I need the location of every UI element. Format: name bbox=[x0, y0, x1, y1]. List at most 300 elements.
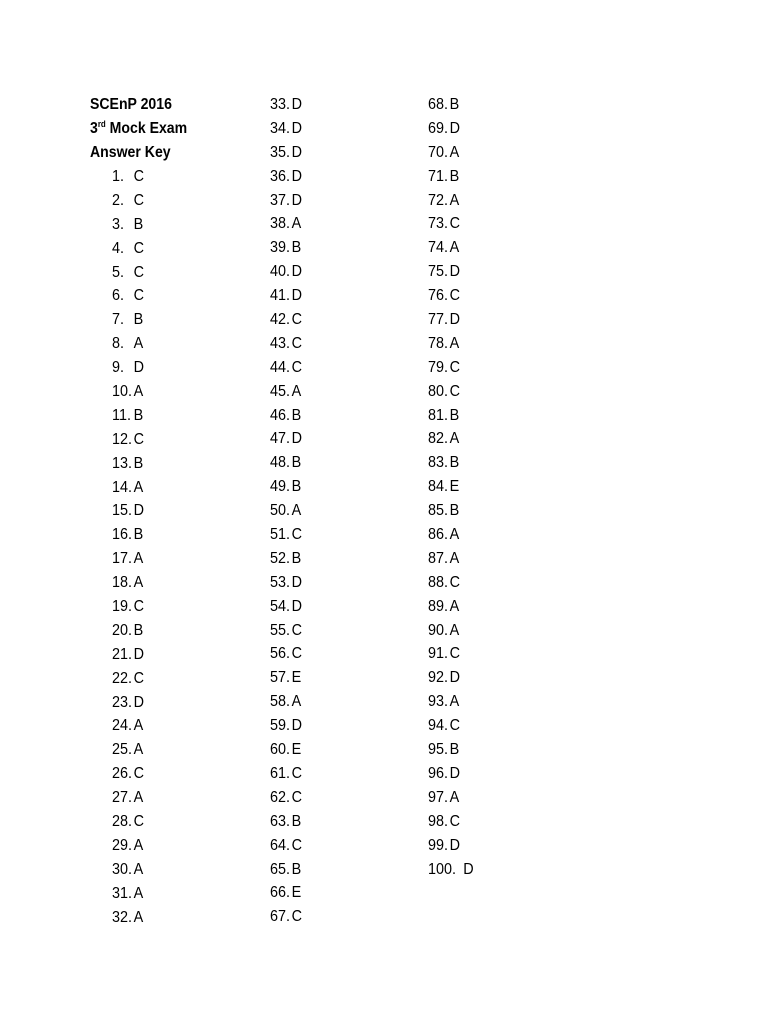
answer-letter: D bbox=[449, 311, 461, 329]
question-number: 66. bbox=[270, 884, 291, 902]
answer-letter: C bbox=[133, 669, 145, 687]
answer-letter: A bbox=[133, 478, 144, 496]
question-number: 99. bbox=[428, 836, 449, 854]
answer-row bbox=[270, 308, 302, 332]
question-number: 81. bbox=[428, 406, 449, 424]
answer-row bbox=[112, 213, 144, 237]
answer-letter: C bbox=[291, 334, 303, 352]
question-number: 32. bbox=[112, 908, 133, 926]
answer-row bbox=[428, 141, 474, 165]
answer-letter: A bbox=[449, 621, 460, 639]
answer-letter: B bbox=[133, 621, 144, 639]
answer-row bbox=[112, 714, 144, 738]
answer-letter: A bbox=[133, 860, 144, 878]
answer-letter: D bbox=[449, 119, 461, 137]
answer-letter: B bbox=[291, 239, 302, 257]
answer-row bbox=[428, 858, 474, 882]
question-number: 48. bbox=[270, 454, 291, 472]
question-number: 67. bbox=[270, 908, 291, 926]
answer-letter: A bbox=[449, 239, 460, 257]
answer-row bbox=[270, 332, 302, 356]
question-number: 26. bbox=[112, 765, 133, 783]
answer-letter: D bbox=[463, 860, 474, 878]
answer-letter: B bbox=[291, 549, 302, 567]
question-number: 96. bbox=[428, 764, 449, 782]
answer-row bbox=[112, 547, 144, 571]
question-number: 39. bbox=[270, 239, 291, 257]
answer-row bbox=[428, 236, 474, 260]
answer-letter: B bbox=[449, 167, 460, 185]
question-number: 5. bbox=[112, 263, 125, 281]
question-number: 83. bbox=[428, 454, 449, 472]
answer-row bbox=[112, 906, 144, 930]
answer-letter: C bbox=[133, 287, 145, 305]
answer-letter: C bbox=[449, 358, 461, 376]
answer-letter: C bbox=[133, 191, 145, 209]
question-number: 98. bbox=[428, 812, 449, 830]
answer-letter: C bbox=[133, 168, 145, 185]
question-number: 19. bbox=[112, 598, 133, 616]
question-number: 88. bbox=[428, 573, 449, 591]
answer-row bbox=[112, 308, 144, 332]
answer-letter: D bbox=[291, 287, 303, 305]
question-number: 92. bbox=[428, 669, 449, 687]
answer-letter: D bbox=[449, 764, 461, 782]
question-number: 84. bbox=[428, 478, 449, 496]
question-number: 16. bbox=[112, 526, 133, 544]
answer-row bbox=[428, 332, 474, 356]
question-number: 44. bbox=[270, 358, 291, 376]
question-number: 85. bbox=[428, 502, 449, 520]
question-number: 4. bbox=[112, 239, 125, 257]
answer-row bbox=[428, 475, 474, 499]
answer-letter: B bbox=[133, 454, 144, 472]
answer-letter: A bbox=[449, 191, 460, 209]
question-number: 6. bbox=[112, 287, 125, 305]
answer-letter: C bbox=[291, 788, 303, 806]
answer-letter: A bbox=[449, 549, 460, 567]
answer-letter: C bbox=[291, 836, 303, 854]
answer-row bbox=[270, 93, 302, 117]
question-number: 29. bbox=[112, 836, 133, 854]
question-number: 35. bbox=[270, 143, 291, 161]
question-number: 56. bbox=[270, 645, 291, 663]
answer-row bbox=[112, 523, 144, 547]
question-number: 89. bbox=[428, 597, 449, 615]
exam-number: 3 bbox=[90, 120, 98, 137]
question-number: 57. bbox=[270, 669, 291, 687]
answer-row bbox=[112, 738, 144, 762]
answer-letter: A bbox=[133, 717, 144, 735]
answer-letter: A bbox=[133, 383, 144, 401]
question-number: 30. bbox=[112, 860, 133, 878]
question-number: 22. bbox=[112, 669, 133, 687]
question-number: 62. bbox=[270, 788, 291, 806]
answer-letter: B bbox=[449, 96, 460, 113]
answer-row bbox=[428, 404, 474, 428]
question-number: 93. bbox=[428, 693, 449, 711]
answer-letter: C bbox=[133, 813, 145, 831]
answer-row bbox=[428, 642, 474, 666]
answer-letter: C bbox=[449, 573, 461, 591]
answer-letter: A bbox=[449, 430, 460, 448]
answer-row bbox=[270, 499, 302, 523]
answer-row bbox=[428, 714, 474, 738]
question-number: 75. bbox=[428, 263, 449, 281]
answer-letter: B bbox=[449, 502, 460, 520]
question-number: 9. bbox=[112, 359, 125, 377]
answer-letter: A bbox=[449, 334, 460, 352]
answer-row bbox=[428, 523, 474, 547]
answer-row bbox=[428, 666, 474, 690]
question-number: 78. bbox=[428, 334, 449, 352]
question-number: 58. bbox=[270, 693, 291, 711]
answer-row bbox=[112, 165, 144, 189]
question-number: 43. bbox=[270, 334, 291, 352]
answer-letter: D bbox=[133, 693, 145, 711]
question-number: 97. bbox=[428, 788, 449, 806]
answer-letter: C bbox=[133, 765, 145, 783]
answer-row bbox=[112, 284, 144, 308]
answer-row bbox=[112, 452, 144, 476]
question-number: 33. bbox=[270, 96, 291, 113]
question-number: 28. bbox=[112, 813, 133, 831]
answer-letter: A bbox=[133, 335, 144, 353]
answer-letter: D bbox=[449, 669, 461, 687]
question-number: 11. bbox=[112, 406, 131, 424]
answer-letter: D bbox=[291, 573, 303, 591]
question-number: 13. bbox=[112, 454, 133, 472]
answer-letter: A bbox=[449, 693, 460, 711]
answer-row bbox=[112, 595, 144, 619]
question-number: 17. bbox=[112, 550, 133, 568]
answer-letter: B bbox=[291, 478, 302, 496]
answer-letter: B bbox=[449, 741, 460, 759]
answer-letter: D bbox=[133, 502, 145, 520]
question-number: 20. bbox=[112, 621, 133, 639]
answer-row bbox=[428, 547, 474, 571]
question-number: 64. bbox=[270, 836, 291, 854]
answer-row bbox=[428, 260, 474, 284]
answer-row bbox=[270, 475, 302, 499]
answer-row bbox=[428, 165, 474, 189]
answer-row bbox=[112, 786, 144, 810]
answer-row bbox=[428, 499, 474, 523]
answer-row bbox=[428, 212, 474, 236]
answer-row bbox=[112, 667, 144, 691]
answer-letter: E bbox=[291, 741, 302, 759]
question-number: 80. bbox=[428, 382, 449, 400]
answer-letter: A bbox=[133, 741, 144, 759]
answer-row bbox=[270, 404, 302, 428]
question-number: 15. bbox=[112, 502, 133, 520]
answer-row bbox=[270, 595, 302, 619]
answer-row bbox=[270, 642, 302, 666]
answer-row bbox=[112, 691, 144, 715]
answer-row bbox=[428, 762, 474, 786]
answer-letter: C bbox=[133, 263, 145, 281]
question-number: 31. bbox=[112, 884, 133, 902]
question-number: 91. bbox=[428, 645, 449, 663]
answer-row bbox=[270, 571, 302, 595]
exam-name bbox=[90, 117, 187, 141]
answer-row bbox=[428, 571, 474, 595]
answer-letter: D bbox=[133, 359, 145, 377]
answer-row bbox=[112, 476, 144, 500]
question-number: 82. bbox=[428, 430, 449, 448]
answer-key-subtitle: Answer Key bbox=[90, 144, 171, 161]
answer-row bbox=[270, 141, 302, 165]
answer-letter: A bbox=[449, 788, 460, 806]
question-number: 40. bbox=[270, 263, 291, 281]
answer-letter: A bbox=[291, 502, 302, 520]
answer-letter: A bbox=[133, 884, 144, 902]
question-number: 25. bbox=[112, 741, 133, 759]
answer-letter: A bbox=[291, 215, 302, 233]
answer-letter: C bbox=[133, 430, 145, 448]
answer-letter: C bbox=[449, 645, 461, 663]
answer-letter: D bbox=[291, 717, 303, 735]
answer-letter: B bbox=[133, 311, 144, 329]
answers-column-2 bbox=[270, 93, 306, 929]
answer-letter: B bbox=[133, 215, 144, 233]
question-number: 74. bbox=[428, 239, 449, 257]
answer-row bbox=[270, 786, 302, 810]
question-number: 42. bbox=[270, 311, 291, 329]
question-number: 94. bbox=[428, 717, 449, 735]
answer-row bbox=[270, 427, 302, 451]
answer-row bbox=[270, 810, 302, 834]
answer-row bbox=[270, 236, 302, 260]
answer-row bbox=[428, 451, 474, 475]
answer-row bbox=[112, 619, 144, 643]
answer-letter: A bbox=[449, 143, 460, 161]
question-number: 53. bbox=[270, 573, 291, 591]
question-number: 70. bbox=[428, 143, 449, 161]
answer-letter: D bbox=[291, 143, 303, 161]
answers-column-1 bbox=[112, 165, 148, 930]
answer-row bbox=[112, 499, 144, 523]
answer-row bbox=[270, 762, 302, 786]
question-number: 12. bbox=[112, 430, 133, 448]
answer-row bbox=[428, 93, 474, 117]
question-number: 90. bbox=[428, 621, 449, 639]
answer-letter: E bbox=[291, 669, 302, 687]
question-number: 76. bbox=[428, 287, 449, 305]
exam-ordinal-suffix: rd bbox=[97, 119, 106, 129]
answer-row bbox=[270, 451, 302, 475]
question-number: 38. bbox=[270, 215, 291, 233]
answer-row bbox=[112, 356, 144, 380]
exam-title: SCEnP 2016 bbox=[90, 96, 172, 113]
answer-letter: A bbox=[133, 836, 144, 854]
answer-letter: B bbox=[291, 454, 302, 472]
question-number: 95. bbox=[428, 741, 449, 759]
answer-row bbox=[428, 308, 474, 332]
answer-row bbox=[112, 261, 144, 285]
question-number: 24. bbox=[112, 717, 133, 735]
answer-letter: D bbox=[291, 597, 303, 615]
answer-row bbox=[112, 834, 144, 858]
answer-row bbox=[270, 356, 302, 380]
answer-row bbox=[428, 284, 474, 308]
answer-letter: C bbox=[133, 239, 145, 257]
answer-letter: C bbox=[291, 526, 303, 544]
answer-letter: D bbox=[449, 836, 461, 854]
answer-row bbox=[270, 380, 302, 404]
answer-row bbox=[428, 117, 474, 141]
answer-letter: D bbox=[291, 191, 303, 209]
answer-row bbox=[428, 356, 474, 380]
answer-row bbox=[428, 786, 474, 810]
answer-row bbox=[112, 643, 144, 667]
answer-letter: C bbox=[291, 621, 303, 639]
answer-row bbox=[428, 690, 474, 714]
question-number: 79. bbox=[428, 358, 449, 376]
answer-row bbox=[270, 117, 302, 141]
answer-row bbox=[270, 714, 302, 738]
answer-letter: A bbox=[133, 550, 144, 568]
answer-letter: C bbox=[291, 645, 303, 663]
answer-row bbox=[428, 427, 474, 451]
question-number: 37. bbox=[270, 191, 291, 209]
answer-letter: A bbox=[133, 789, 144, 807]
answer-row bbox=[270, 212, 302, 236]
answer-row bbox=[270, 165, 302, 189]
question-number: 54. bbox=[270, 597, 291, 615]
answer-letter: B bbox=[449, 454, 460, 472]
question-number: 68. bbox=[428, 96, 449, 113]
question-number: 100. bbox=[428, 860, 457, 878]
answer-letter: C bbox=[449, 812, 461, 830]
answer-row bbox=[270, 523, 302, 547]
answer-letter: C bbox=[291, 358, 303, 376]
answer-row bbox=[112, 332, 144, 356]
answer-letter: C bbox=[291, 311, 303, 329]
answer-letter: D bbox=[449, 263, 461, 281]
question-number: 63. bbox=[270, 812, 291, 830]
answer-letter: D bbox=[291, 167, 303, 185]
answer-row bbox=[428, 810, 474, 834]
answer-row bbox=[428, 738, 474, 762]
question-number: 86. bbox=[428, 526, 449, 544]
answer-letter: D bbox=[291, 263, 303, 281]
answer-letter: B bbox=[291, 860, 302, 878]
question-number: 50. bbox=[270, 502, 291, 520]
answer-letter: B bbox=[291, 812, 302, 830]
answer-row bbox=[270, 738, 302, 762]
answer-row bbox=[270, 547, 302, 571]
answer-letter: B bbox=[291, 406, 302, 424]
question-number: 55. bbox=[270, 621, 291, 639]
answer-letter: D bbox=[291, 430, 303, 448]
answer-letter: D bbox=[291, 96, 303, 113]
answer-letter: A bbox=[133, 574, 144, 592]
answer-letter: A bbox=[291, 382, 302, 400]
answer-letter: C bbox=[133, 598, 145, 616]
question-number: 59. bbox=[270, 717, 291, 735]
question-number: 49. bbox=[270, 478, 291, 496]
answer-row bbox=[270, 690, 302, 714]
question-number: 45. bbox=[270, 382, 291, 400]
question-number: 41. bbox=[270, 287, 291, 305]
answer-row bbox=[112, 428, 144, 452]
answer-letter: E bbox=[291, 884, 302, 902]
answer-row bbox=[428, 834, 474, 858]
answer-letter: C bbox=[449, 215, 461, 233]
question-number: 71. bbox=[428, 167, 449, 185]
question-number: 65. bbox=[270, 860, 291, 878]
question-number: 47. bbox=[270, 430, 291, 448]
question-number: 87. bbox=[428, 549, 449, 567]
answer-row bbox=[112, 189, 144, 213]
answer-row bbox=[270, 619, 302, 643]
answer-row bbox=[270, 189, 302, 213]
question-number: 51. bbox=[270, 526, 291, 544]
question-number: 52. bbox=[270, 549, 291, 567]
answer-row bbox=[428, 189, 474, 213]
answer-letter: B bbox=[133, 406, 144, 424]
answer-row bbox=[428, 595, 474, 619]
answer-letter: C bbox=[449, 717, 461, 735]
question-number: 14. bbox=[112, 478, 133, 496]
question-number: 69. bbox=[428, 119, 449, 137]
answer-row bbox=[112, 571, 144, 595]
question-number: 72. bbox=[428, 191, 449, 209]
answer-row bbox=[112, 858, 144, 882]
answer-row bbox=[270, 905, 302, 929]
answer-letter: B bbox=[449, 406, 460, 424]
answer-key-heading bbox=[90, 93, 187, 165]
answer-letter: E bbox=[449, 478, 460, 496]
answer-row bbox=[112, 762, 144, 786]
question-number: 27. bbox=[112, 789, 133, 807]
answer-letter: A bbox=[449, 526, 460, 544]
answer-letter: C bbox=[291, 908, 303, 926]
answer-row bbox=[428, 619, 474, 643]
question-number: 34. bbox=[270, 119, 291, 137]
question-number: 73. bbox=[428, 215, 449, 233]
answer-letter: C bbox=[449, 382, 461, 400]
answer-letter: C bbox=[291, 764, 303, 782]
answer-row bbox=[112, 380, 144, 404]
answer-row bbox=[112, 810, 144, 834]
question-number: 61. bbox=[270, 764, 291, 782]
question-number: 7. bbox=[112, 311, 125, 329]
question-number: 46. bbox=[270, 406, 291, 424]
answer-letter: B bbox=[133, 526, 144, 544]
answer-row bbox=[112, 404, 144, 428]
answers-column-3 bbox=[428, 93, 479, 881]
answer-letter: D bbox=[133, 645, 145, 663]
answer-letter: A bbox=[449, 597, 460, 615]
answer-row bbox=[270, 834, 302, 858]
answer-row bbox=[270, 284, 302, 308]
answer-row bbox=[270, 666, 302, 690]
answer-letter: A bbox=[291, 693, 302, 711]
question-number: 36. bbox=[270, 167, 291, 185]
question-number: 8. bbox=[112, 335, 125, 353]
answer-row bbox=[270, 260, 302, 284]
question-number: 2. bbox=[112, 191, 125, 209]
question-number: 18. bbox=[112, 574, 133, 592]
answer-letter: D bbox=[291, 119, 303, 137]
question-number: 3. bbox=[112, 215, 125, 233]
answer-row bbox=[270, 881, 302, 905]
answer-row bbox=[112, 882, 144, 906]
question-number: 21. bbox=[112, 645, 133, 663]
question-number: 1. bbox=[112, 168, 125, 185]
